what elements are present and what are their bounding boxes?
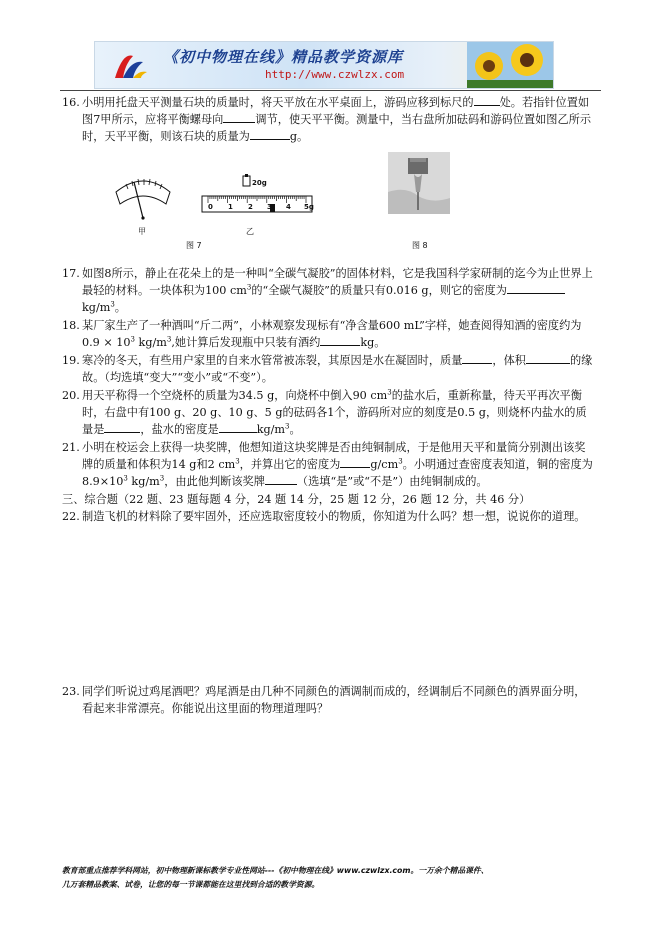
question-19: 19. 寒冷的冬天，有些用户家里的自来水管常被冻裂，其原因是水在凝固时，质量 ，体积 的缘故。（均选填“变大”“变小”或“不变”）。	[62, 354, 593, 384]
answer-blank[interactable]	[265, 473, 297, 485]
question-23: 23. 同学们听说过鸡尾酒吧？鸡尾酒是由几种不同颜色的酒调制而成的，经调制后不同颜色的酒界面分明，看起来非常漂亮。你能说出这里面的物理道理吗？	[62, 685, 586, 715]
section-3-heading: 三、综合题（22 题、23 题每题 4 分，24 题 14 分，25 题 12 分，26 题 12 分，共 46 分）	[62, 493, 531, 506]
question-22: 22. 制造飞机的材料除了要牢固外，还应选取密度较小的物质，你知道为什么吗？想一想，说说你的道理。	[62, 510, 586, 523]
logo-icon	[109, 46, 149, 84]
header-rule	[60, 90, 601, 91]
question-17: 17. 如图8所示，静止在花朵上的是一种叫“全碳气凝胶”的固体材料，它是我国科学家研制的迄今为止世界上最轻的材料。一块体积为100 $cm^3$的“全碳气凝胶”的质量只有0.016 g，则它的密度为$kg/m^3$。	[62, 267, 593, 314]
fig7-left-label: 甲	[138, 227, 146, 236]
answer-blank[interactable]	[462, 352, 492, 364]
answer-blank[interactable]	[219, 421, 257, 433]
footer-note: 教育部重点推荐学科网站，初中物理新课标教学专业性网站---《初中物理在线》www.czwlzx.com。一万余个精品课件、 几万套精品教案、试卷，让您的每一节课都能在这里找到合适的教学资源。	[62, 866, 489, 889]
answer-blank[interactable]	[320, 334, 360, 346]
weight-label: 20g	[252, 179, 267, 187]
answer-blank[interactable]	[104, 421, 140, 433]
answer-blank[interactable]	[340, 456, 370, 468]
header-banner	[94, 41, 554, 89]
question-20: 20. 用天平称得一个空烧杯的质量为34.5 g，向烧杯中倒入90 $cm^3$的盐水后，重新称量，待天平再次平衡时，右盘中有100 g、20 g、10 g、5 g的砝码各1个，游码所对应的刻度是0.5 g，则烧杯内盐水的质量是 ，盐水的密度是 $kg/m^3$。	[62, 388, 587, 436]
answer-blank[interactable]	[507, 282, 565, 294]
question-16: 16. 小明用托盘天平测量石块的质量时，将天平放在水平桌面上，游码应移到标尺的 处。若指针位置如图7甲所示，应将平衡螺母向 调节，使天平平衡。测量中，当右盘所加砝码和游码位置如图乙所示时，天平平衡，则该石块的质量为 g。	[62, 96, 592, 143]
fig7-caption: 图 7	[186, 241, 202, 250]
fig7-right-label: 乙	[246, 227, 254, 236]
answer-blank[interactable]	[223, 111, 255, 123]
question-18: 18. 某厂家生产了一种酒叫“斤二两”，小林观察发现标有“净含量600 mL”字样，她查阅得知酒的密度约为$0.9 \times 10^3$ $kg/m^3$,她计算后发现瓶中只装有酒约 kg。	[62, 319, 582, 349]
scale-tick-labels: 0 1 2 3 4 5g	[208, 203, 314, 211]
answer-blank[interactable]	[474, 94, 500, 106]
aerogel-flower-photo	[388, 152, 450, 214]
sunflower-image	[467, 42, 553, 88]
header-url: http://www.czwlzx.com	[265, 68, 405, 81]
answer-blank[interactable]	[526, 352, 570, 364]
header-title: 《初中物理在线》精品教学资源库	[163, 48, 404, 66]
fig8-caption: 图 8	[412, 241, 428, 250]
question-21: 21. 小明在校运会上获得一块奖牌，他想知道这块奖牌是否由纯铜制成，于是他用天平和量筒分别测出该奖牌的质量和体积为14 g和2 $cm^3$，并算出它的密度为 $g/cm^3$。小明通过查密度表知道，铜的密度为$8.9\times 10^3$ $kg/m^3$，由此他判断该奖牌 （选填“是”或“不是”）由纯铜制成的。	[62, 441, 593, 488]
balance-dial-diagram	[112, 172, 174, 222]
answer-blank[interactable]	[250, 128, 290, 140]
